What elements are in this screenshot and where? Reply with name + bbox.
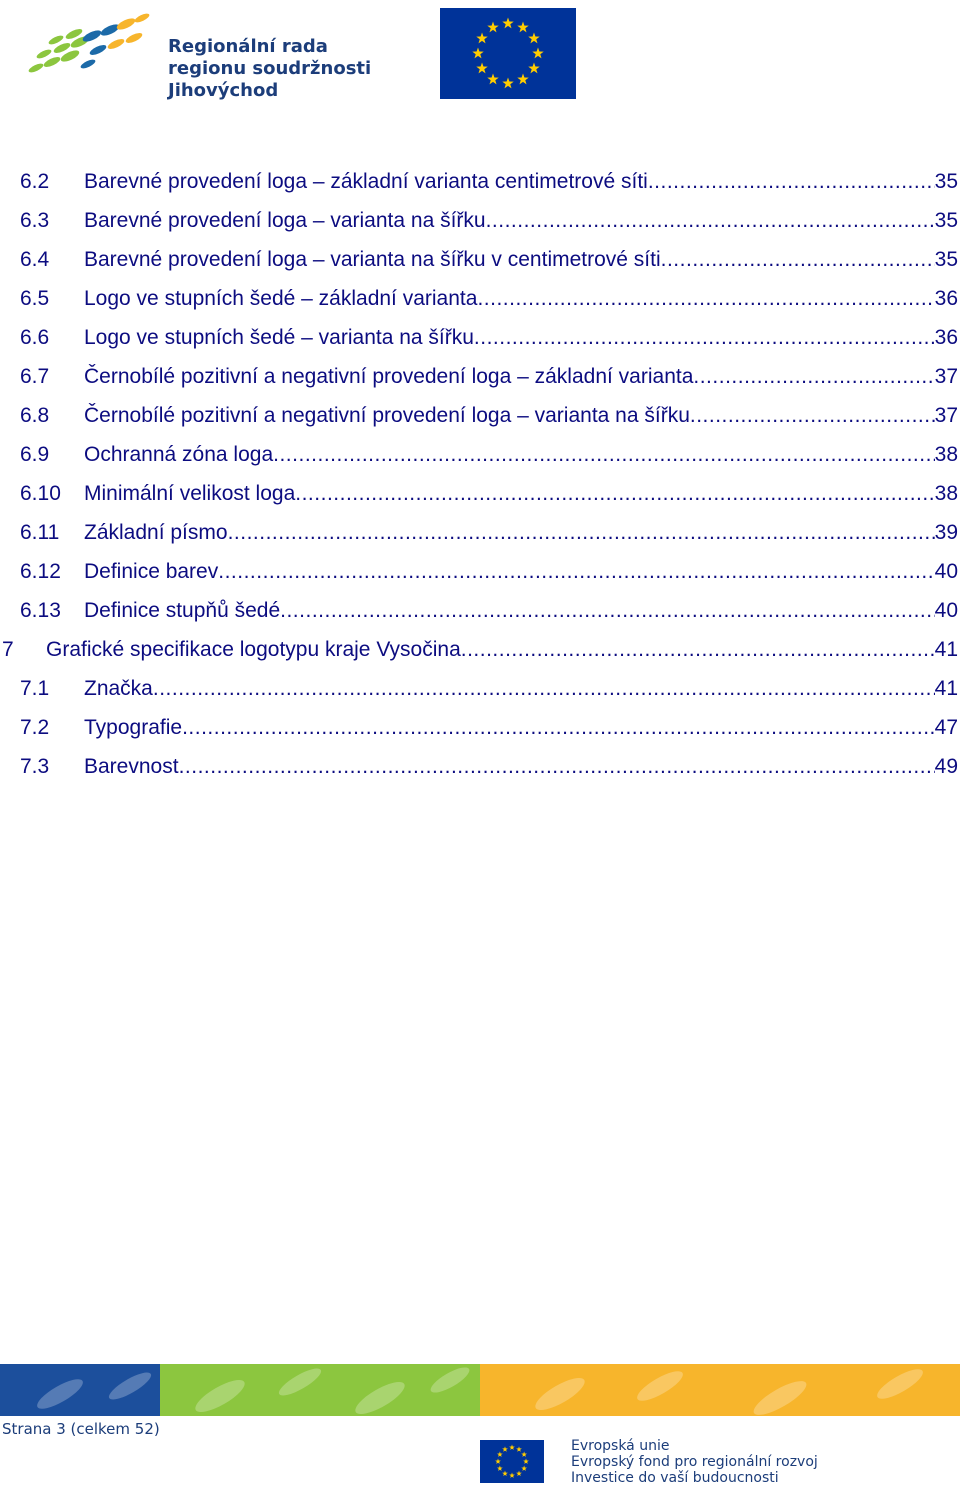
toc-entry-page: 41 [934,638,958,661]
toc-entry-page: 35 [934,248,958,271]
toc-entry-line [84,552,958,591]
toc-leader-dots [477,279,934,318]
toc-entry[interactable] [0,162,960,201]
toc-entry-line [84,318,958,357]
toc-entry-page: 37 [934,404,958,427]
toc-leader-dots [486,201,935,240]
toc-entry[interactable] [0,357,960,396]
toc-entry[interactable] [0,552,960,591]
org-name-line: Regionální rada [168,36,328,57]
toc-entry-line [84,240,958,279]
toc-entry-title: Minimální velikost loga [84,482,296,505]
toc-entry-line [84,201,958,240]
toc-entry[interactable] [0,669,960,708]
toc-entry-line [84,474,958,513]
toc-entry-page: 35 [934,170,958,193]
toc-leader-dots [280,591,935,630]
toc-entry-page: 40 [934,599,958,622]
toc-leader-dots [182,708,935,747]
toc-entry-title: Černobílé pozitivní a negativní provedení loga – varianta na šířku [84,404,690,427]
toc-entry[interactable] [0,630,960,669]
toc-entry-line [84,591,958,630]
page-counter: Strana 3 (celkem 52) [2,1420,160,1438]
toc-entry-line [84,435,958,474]
toc-entry[interactable] [0,708,960,747]
toc-entry-line [46,630,958,669]
eu-footer-text [571,1438,818,1486]
toc-entry-page: 41 [934,677,958,700]
toc-entry-number: 7.3 [20,755,50,778]
toc-leader-dots [690,396,935,435]
toc-entry-page: 35 [934,209,958,232]
toc-entry-title: Základní písmo [84,521,228,544]
toc-leader-dots [153,669,935,708]
org-name-line: Jihovýchod [168,80,279,101]
toc-entry-number: 6.7 [20,365,50,388]
eu-flag-small-icon [480,1440,544,1483]
toc-entry-number: 7.2 [20,716,50,739]
toc-entry-title: Typografie [84,716,183,739]
toc-entry-title: Logo ve stupních šedé – varianta na šířku [84,326,474,349]
toc-entry-page: 36 [934,287,958,310]
toc-entry-title: Logo ve stupních šedé – základní varianta [84,287,478,310]
toc-entry-number: 6.12 [20,560,61,583]
org-name-line: regionu soudržnosti [168,58,372,79]
toc-entry[interactable] [0,435,960,474]
eu-footer-line: Investice do vaší budoucnosti [571,1470,779,1486]
eu-footer-line: Evropský fond pro regionální rozvoj [571,1454,818,1470]
regional-council-logo-icon [18,6,168,96]
toc-entry-number: 6.8 [20,404,50,427]
toc-entry-page: 38 [934,443,958,466]
toc-leader-dots [179,747,935,786]
toc-entry-number: 6.4 [20,248,50,271]
toc-entry-line [84,708,958,747]
toc-entry-number: 6.11 [20,521,60,544]
toc-leader-dots [273,435,935,474]
toc-entry-number: 7.1 [20,677,50,700]
toc-entry-line [84,279,958,318]
toc-entry[interactable] [0,318,960,357]
toc-leader-dots [474,318,935,357]
toc-entry-page: 36 [934,326,958,349]
eu-flag-icon [440,8,576,99]
toc-leader-dots [693,357,934,396]
toc-entry-number: 6.3 [20,209,50,232]
toc-entry-title: Značka [84,677,153,700]
toc-entry-title: Černobílé pozitivní a negativní provedení loga – základní varianta [84,365,694,388]
toc-entry-number: 6.10 [20,482,61,505]
toc-entry-title: Grafické specifikace logotypu kraje Vysočina [46,638,461,661]
page-header [0,0,960,110]
toc-leader-dots [228,513,935,552]
toc-entry-page: 49 [934,755,958,778]
eu-footer-line: Evropská unie [571,1438,670,1454]
toc-entry-line [84,669,958,708]
toc-entry[interactable] [0,513,960,552]
toc-entry-title: Definice stupňů šedé [84,599,281,622]
table-of-contents [0,162,960,786]
toc-entry[interactable] [0,201,960,240]
toc-entry-number: 6.2 [20,170,50,193]
toc-entry-page: 40 [934,560,958,583]
toc-entry[interactable] [0,240,960,279]
toc-entry-number: 7 [2,638,14,661]
organization-name [168,36,371,102]
toc-entry-line [84,747,958,786]
toc-entry-number: 6.5 [20,287,50,310]
toc-entry-line [84,513,958,552]
toc-entry-number: 6.6 [20,326,50,349]
toc-entry-line [84,162,958,201]
toc-entry-number: 6.13 [20,599,61,622]
toc-entry[interactable] [0,591,960,630]
toc-entry-title: Definice barev [84,560,219,583]
toc-entry[interactable] [0,474,960,513]
toc-leader-dots [661,240,935,279]
toc-entry[interactable] [0,396,960,435]
toc-entry-page: 39 [934,521,958,544]
toc-entry[interactable] [0,747,960,786]
toc-entry-title: Barevné provedení loga – základní varianta centimetrové síti [84,170,648,193]
toc-entry-page: 37 [934,365,958,388]
toc-leader-dots [295,474,934,513]
toc-entry-title: Barevnost [84,755,179,778]
toc-entry-title: Ochranná zóna loga [84,443,274,466]
toc-entry-line [84,396,958,435]
toc-leader-dots [218,552,934,591]
toc-entry-title: Barevné provedení loga – varianta na šířku v centimetrové síti [84,248,661,271]
toc-entry-line [84,357,958,396]
toc-entry[interactable] [0,279,960,318]
toc-entry-title: Barevné provedení loga – varianta na šířku [84,209,486,232]
toc-entry-number: 6.9 [20,443,50,466]
toc-entry-page: 47 [934,716,958,739]
toc-leader-dots [461,630,935,669]
toc-leader-dots [648,162,935,201]
decorative-color-band [0,1364,960,1416]
toc-entry-page: 38 [934,482,958,505]
